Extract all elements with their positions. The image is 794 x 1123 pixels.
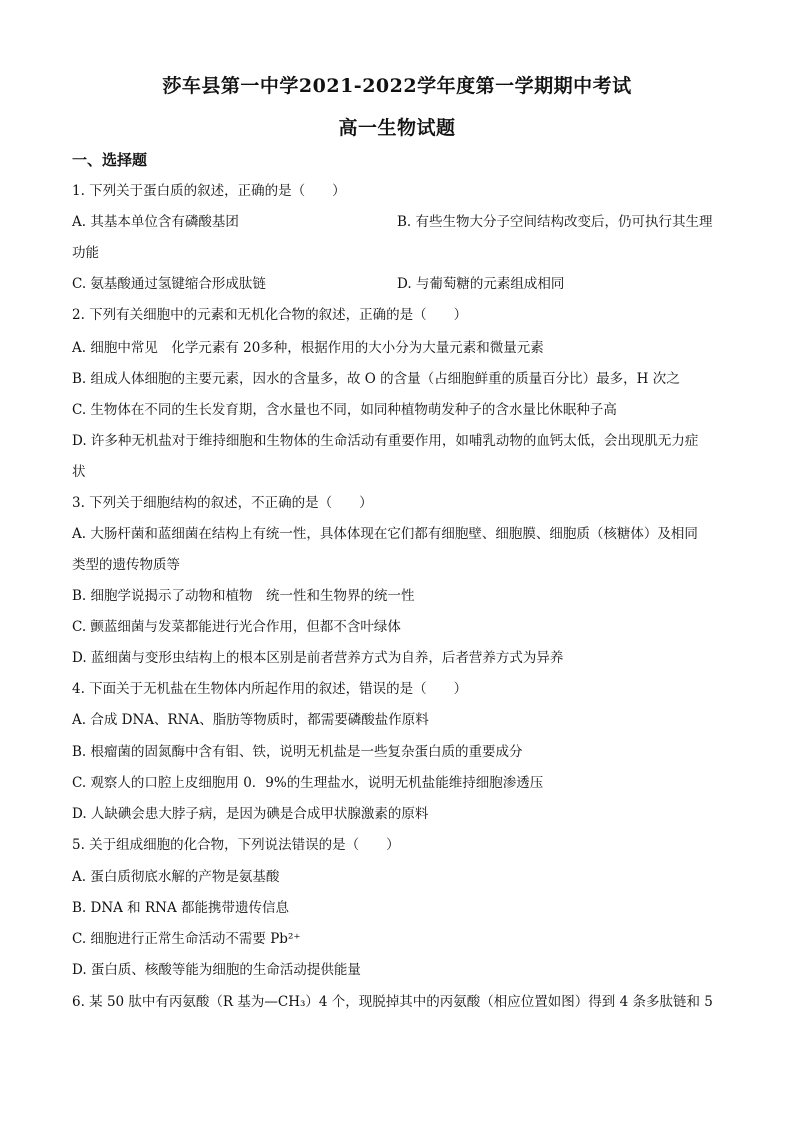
question-1-option-b-cont: 功能 <box>72 245 99 261</box>
question-4-option-b: B. 根瘤菌的固氮酶中含有钼、铁，说明无机盐是一些复杂蛋白质的重要成分 <box>72 744 523 760</box>
exam-title: 莎车县第一中学2021-2022学年度第一学期期中考试 <box>162 75 632 97</box>
question-2-stem: 2. 下列有关细胞中的元素和无机化合物的叙述，正确的是（ ） <box>72 307 468 323</box>
question-6-stem: 6. 某 50 肽中有丙氨酸（R 基为—CH₃）4 个，现脱掉其中的丙氨酸（相应位置如图）得到 4 条多肽链和 5 <box>72 994 713 1010</box>
question-5-option-b: B. DNA 和 RNA 都能携带遗传信息 <box>72 900 289 916</box>
question-3-option-b: B. 细胞学说揭示了动物和植物 统一性和生物界的统一性 <box>72 588 415 604</box>
exam-subtitle: 高一生物试题 <box>338 117 456 139</box>
question-1-option-a: A. 其基本单位含有磷酸基团 <box>72 214 239 230</box>
question-3-option-a-cont: 类型的遗传物质等 <box>72 557 180 573</box>
question-4-option-d: D. 人缺碘会患大脖子病，是因为碘是合成甲状腺激素的原料 <box>72 806 429 822</box>
question-2-option-a: A. 细胞中常见 化学元素有 20多种，根据作用的大小分为大量元素和微量元素 <box>72 340 544 356</box>
question-1-stem: 1. 下列关于蛋白质的叙述，正确的是（ ） <box>72 183 346 199</box>
question-2-option-d: D. 许多种无机盐对于维持细胞和生物体的生命活动有重要作用，如哺乳动物的血钙太低，会出现肌无力症 <box>72 433 699 449</box>
question-5-option-c: C. 细胞进行正常生命活动不需要 Pb²⁺ <box>72 931 301 947</box>
section-heading: 一、选择题 <box>72 151 148 169</box>
question-4-option-a: A. 合成 DNA、RNA、脂肪等物质时，都需要磷酸盐作原料 <box>72 712 429 728</box>
question-4-stem: 4. 下面关于无机盐在生物体内所起作用的叙述，错误的是（ ） <box>72 681 468 697</box>
question-5-stem: 5. 关于组成细胞的化合物，下列说法错误的是（ ） <box>72 837 400 853</box>
question-3-option-a: A. 大肠杆菌和蓝细菌在结构上有统一性，具体体现在它们都有细胞壁、细胞膜、细胞质（核糖体）及相同 <box>72 526 698 542</box>
question-2-option-d-cont: 状 <box>72 464 86 480</box>
question-1-option-c: C. 氨基酸通过氢键缩合形成肽链 <box>72 276 266 292</box>
question-3-stem: 3. 下列关于细胞结构的叙述，不正确的是（ ） <box>72 495 373 511</box>
question-2-option-c: C. 生物体在不同的生长发育期，含水量也不同，如同种植物萌发种子的含水量比休眠种子高 <box>72 402 617 418</box>
question-2-option-b: B. 组成人体细胞的主要元素，因水的含量多，故 O 的含量（占细胞鲜重的质量百分比）最多，H 次之 <box>72 371 680 387</box>
question-4-option-c: C. 观察人的口腔上皮细胞用 0．9%的生理盐水，说明无机盐能维持细胞渗透压 <box>72 775 544 791</box>
question-1-option-b: B. 有些生物大分子空间结构改变后，仍可执行其生理 <box>397 214 713 230</box>
question-3-option-d: D. 蓝细菌与变形虫结构上的根本区别是前者营养方式为自养，后者营养方式为异养 <box>72 650 564 666</box>
question-3-option-c: C. 颤蓝细菌与发菜都能进行光合作用，但都不含叶绿体 <box>72 619 401 635</box>
question-1-option-d: D. 与葡萄糖的元素组成相同 <box>397 276 565 292</box>
question-5-option-d: D. 蛋白质、核酸等能为细胞的生命活动提供能量 <box>72 962 361 978</box>
question-5-option-a: A. 蛋白质彻底水解的产物是氨基酸 <box>72 869 280 885</box>
